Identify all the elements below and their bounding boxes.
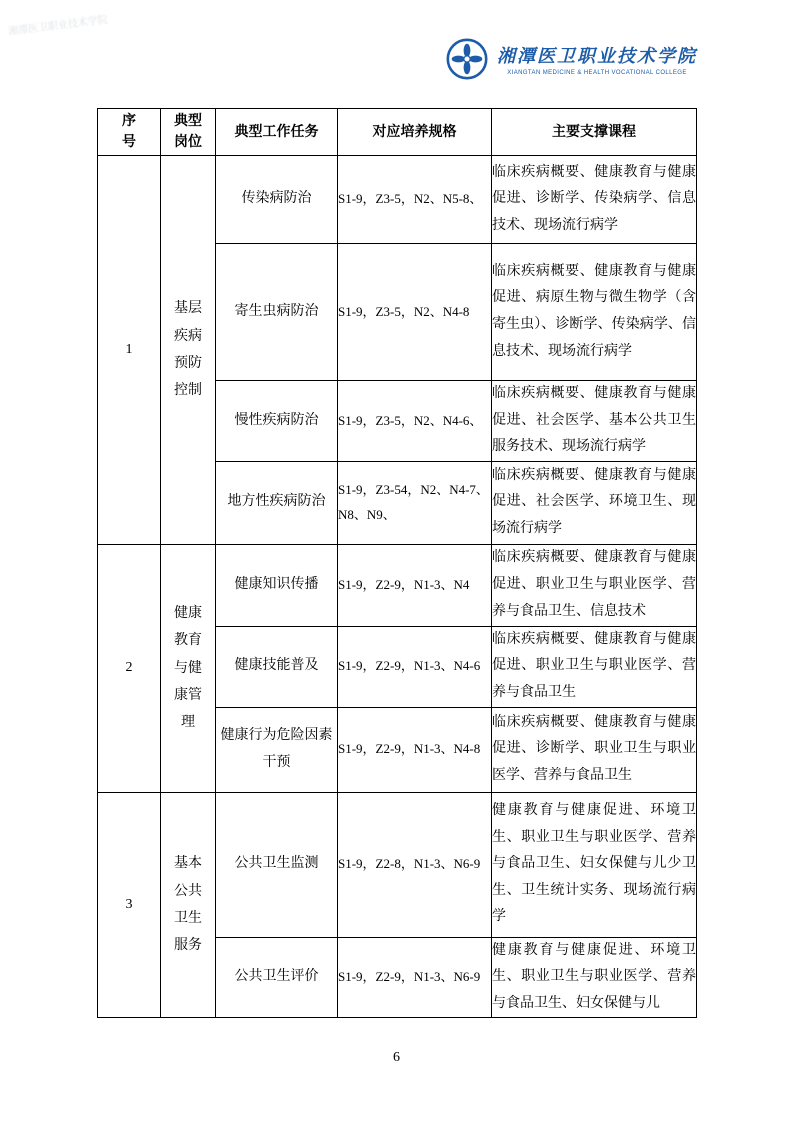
courses-cell: 临床疾病概要、健康教育与健康促进、诊断学、职业卫生与职业医学、营养与食品卫生	[492, 707, 697, 792]
college-name-block	[497, 42, 697, 76]
courses-cell: 健康教育与健康促进、环境卫生、职业卫生与职业医学、营养与食品卫生、妇女保健与儿	[492, 937, 697, 1018]
courses-cell: 临床疾病概要、健康教育与健康促进、诊断学、传染病学、信息技术、现场流行病学	[492, 156, 697, 244]
column-header-position: 典型岗位	[161, 109, 216, 156]
task-cell: 公共卫生评价	[216, 937, 338, 1018]
spec-cell: S1-9，Z2-9，N1-3、N4	[338, 544, 492, 626]
group-number: 3	[98, 792, 161, 1018]
column-header-task: 典型工作任务	[216, 109, 338, 156]
courses-cell: 临床疾病概要、健康教育与健康促进、职业卫生与职业医学、营养与食品卫生、信息技术	[492, 544, 697, 626]
group-number: 2	[98, 544, 161, 792]
table-header-row	[98, 109, 697, 156]
position-label: 基层疾病预防控制	[161, 156, 216, 545]
college-name-cn: 湘潭医卫职业技术学院	[497, 46, 697, 66]
task-cell: 传染病防治	[216, 156, 338, 244]
task-cell: 健康知识传播	[216, 544, 338, 626]
task-cell: 地方性疾病防治	[216, 461, 338, 544]
courses-cell: 健康教育与健康促进、环境卫生、职业卫生与职业医学、营养与食品卫生、妇女保健与儿少卫生、卫生统计实务、现场流行病学	[492, 792, 697, 937]
letterhead	[446, 38, 697, 80]
table-row	[98, 792, 697, 937]
training-spec-table	[97, 108, 697, 1018]
table-row	[98, 156, 697, 244]
page-number: 6	[393, 1050, 400, 1065]
spec-cell: S1-9，Z2-9，N1-3、N4-6	[338, 626, 492, 707]
table-row	[98, 544, 697, 626]
task-cell: 慢性疾病防治	[216, 381, 338, 462]
task-cell: 健康技能普及	[216, 626, 338, 707]
column-header-courses: 主要支撑课程	[492, 109, 697, 156]
courses-cell: 临床疾病概要、健康教育与健康促进、职业卫生与职业医学、营养与食品卫生	[492, 626, 697, 707]
group-number: 1	[98, 156, 161, 545]
courses-cell: 临床疾病概要、健康教育与健康促进、社会医学、环境卫生、现场流行病学	[492, 461, 697, 544]
spec-cell: S1-9，Z2-8，N1-3、N6-9	[338, 792, 492, 937]
spec-cell: S1-9，Z2-9，N1-3、N6-9	[338, 937, 492, 1018]
spec-cell: S1-9，Z3-54，N2、N4-7、N8、N9、	[338, 461, 492, 544]
task-cell: 健康行为危险因素干预	[216, 707, 338, 792]
position-label: 健康教育与健康管理	[161, 544, 216, 792]
courses-cell: 临床疾病概要、健康教育与健康促进、社会医学、基本公共卫生服务技术、现场流行病学	[492, 381, 697, 462]
task-cell: 寄生虫病防治	[216, 244, 338, 381]
position-label: 基本公共卫生服务	[161, 792, 216, 1018]
column-header-no: 序号	[98, 109, 161, 156]
spec-cell: S1-9，Z3-5，N2、N4-6、	[338, 381, 492, 462]
column-header-spec: 对应培养规格	[338, 109, 492, 156]
task-cell: 公共卫生监测	[216, 792, 338, 937]
spec-cell: S1-9，Z2-9，N1-3、N4-8	[338, 707, 492, 792]
courses-cell: 临床疾病概要、健康教育与健康促进、病原生物与微生物学（含寄生虫）、诊断学、传染病学、信息技术、现场流行病学	[492, 244, 697, 381]
college-name-en: XIANGTAN MEDICINE & HEALTH VOCATIONAL COLLEGE	[507, 70, 687, 76]
spec-cell: S1-9，Z3-5，N2、N5-8、	[338, 156, 492, 244]
college-logo-icon	[446, 38, 488, 80]
scan-watermark: 湘潭医卫职业技术学院	[7, 14, 109, 38]
spec-cell: S1-9，Z3-5，N2、N4-8	[338, 244, 492, 381]
